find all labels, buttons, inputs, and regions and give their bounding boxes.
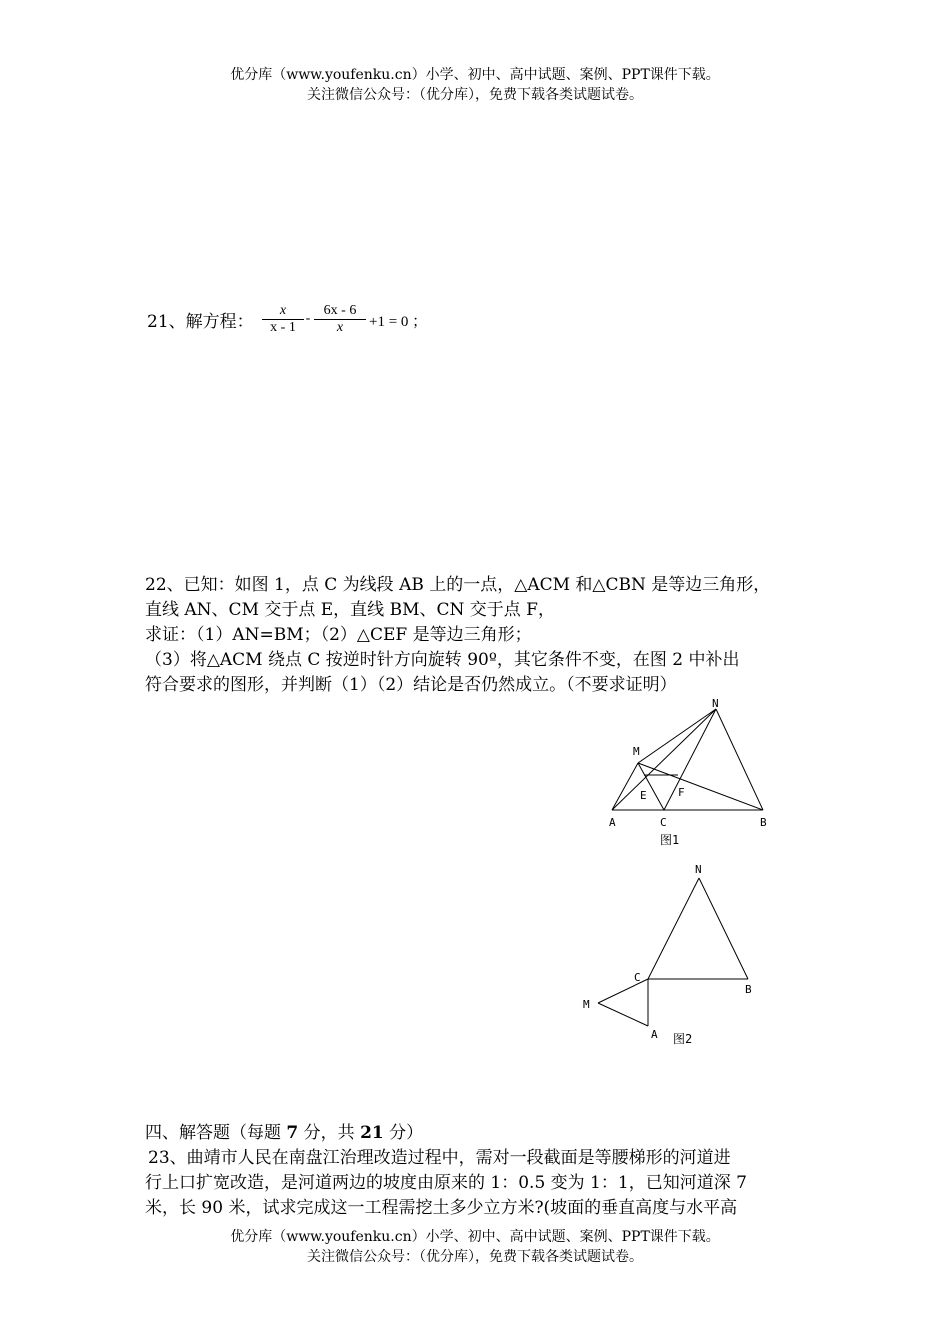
- section-4-title-total: 21: [360, 1123, 384, 1143]
- q21-prefix: 21、解方程：: [147, 312, 254, 332]
- fraction-1: [262, 303, 304, 336]
- fraction-2-denominator: x: [314, 319, 366, 336]
- q22-line-1: 22、已知：如图 1，点 C 为线段 AB 上的一点，△ACM 和△CBN 是等边三角形，: [145, 575, 771, 595]
- segment-cn: [648, 878, 699, 979]
- section-4-title: [145, 1120, 423, 1146]
- footer-line-1: 优分库（www.youfenku.cn）小学、初中、高中试题、案例、PPT课件下载。: [230, 1229, 720, 1245]
- section-4-title-c: 分，共: [298, 1123, 361, 1143]
- fig1-label-e: E: [640, 789, 647, 802]
- q21-tail: +1 = 0 ；: [369, 314, 428, 330]
- fig1-label-b: B: [760, 816, 767, 829]
- fig1-caption: 图1: [660, 833, 680, 847]
- q23-line-2: 行上口扩宽改造，是河道两边的坡度由原来的 1：0.5 变为 1：1，已知河道深 7: [145, 1173, 747, 1193]
- fraction-2-numerator: 6x - 6: [323, 303, 357, 318]
- fig2-label-b: B: [745, 983, 752, 996]
- fig2-label-n: N: [695, 863, 702, 876]
- fraction-1-denominator: x - 1: [262, 319, 304, 336]
- section-4-title-points: 7: [286, 1123, 299, 1143]
- section-4-title-a: 四、解答题（每题: [145, 1123, 287, 1143]
- fig2-label-m: M: [583, 998, 590, 1011]
- q22-line-3: 求证：（1）AN=BM；（2）△CEF 是等边三角形；: [145, 625, 532, 645]
- figure-1: [600, 695, 790, 855]
- fig1-label-f: F: [678, 786, 685, 799]
- q23-line-3: 米，长 90 米，试求完成这一工程需挖土多少立方米?(坡面的垂直高度与水平高: [145, 1198, 738, 1218]
- q22-line-2: 直线 AN、CM 交于点 E，直线 BM、CN 交于点 F，: [145, 600, 555, 620]
- minus-sign: -: [305, 311, 311, 326]
- fig2-label-c: C: [634, 971, 641, 984]
- segment-am: [612, 763, 638, 810]
- fig2-caption: 图2: [673, 1032, 693, 1046]
- fig1-label-n: N: [712, 697, 719, 710]
- q23-line-1: 23、曲靖市人民在南盘江治理改造过程中，需对一段截面是等腰梯形的河道进: [148, 1148, 731, 1168]
- footer-line-2: 关注微信公众号：（优分库），免费下载各类试题试卷。: [307, 1249, 643, 1265]
- q22-line-5: 符合要求的图形，并判断（1）（2）结论是否仍然成立。（不要求证明）: [145, 675, 677, 695]
- fraction-1-numerator: x: [279, 303, 287, 318]
- header-line-1: 优分库（www.youfenku.cn）小学、初中、高中试题、案例、PPT课件下载。: [230, 67, 720, 83]
- segment-mc: [638, 763, 664, 810]
- fig2-label-a: A: [651, 1028, 658, 1041]
- header-line-2: 关注微信公众号：（优分库），免费下载各类试题试卷。: [307, 87, 643, 103]
- segment-nb: [699, 878, 748, 979]
- segment-an: [612, 709, 716, 810]
- fig1-label-a: A: [609, 816, 616, 829]
- q22-line-4: （3）将△ACM 绕点 C 按逆时针方向旋转 90º，其它条件不变，在图 2 中补出: [145, 650, 740, 670]
- segment-cn: [664, 709, 716, 810]
- segment-ma: [598, 1003, 648, 1026]
- segment-mn: [638, 709, 716, 763]
- figure-2: [575, 858, 775, 1053]
- fig1-label-m: M: [633, 745, 640, 758]
- section-4-title-e: 分）: [383, 1123, 424, 1143]
- fraction-2: [314, 303, 366, 336]
- fig1-label-c: C: [660, 816, 667, 829]
